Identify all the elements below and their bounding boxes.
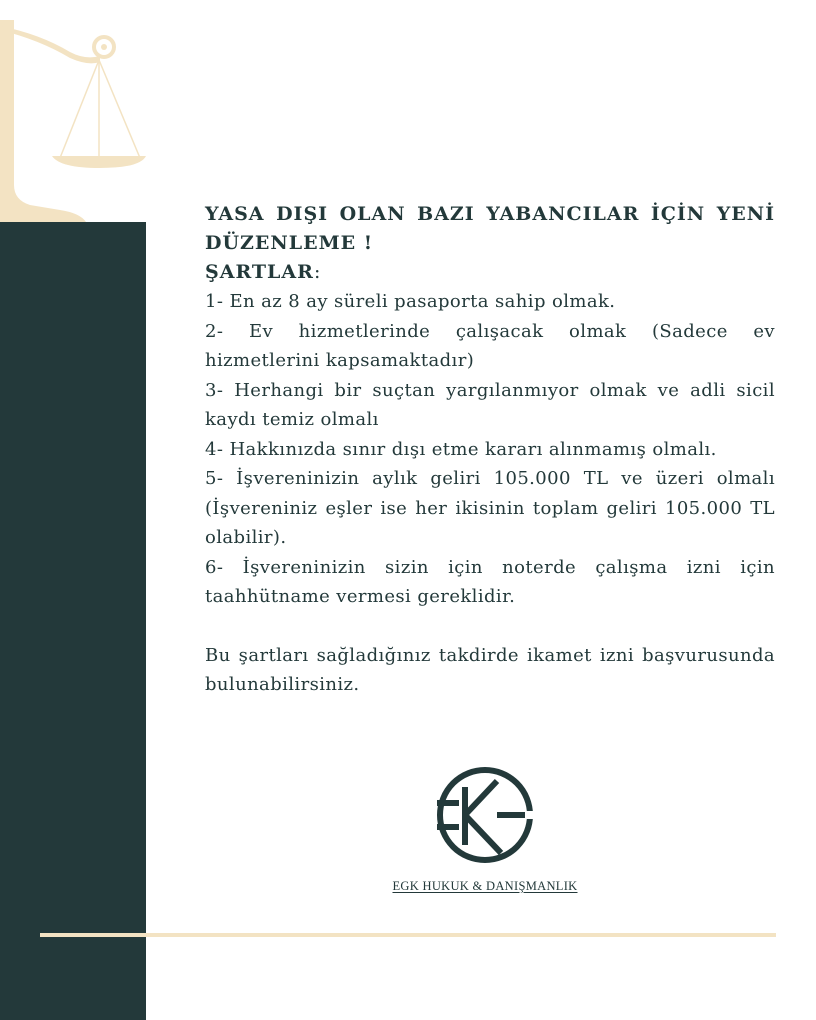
conditions-heading-colon: :	[313, 261, 322, 283]
condition-item-3: 3- Herhangi bir suçtan yargılanmıyor olmak ve adli sicil kaydı temiz olmalı	[205, 379, 775, 430]
brand-logo	[380, 765, 590, 905]
closing-paragraph: Bu şartları sağladığınız takdirde ikamet izni başvurusunda bulunabilirsiniz.	[205, 644, 775, 695]
egk-monogram-logo	[435, 765, 535, 865]
title-line-2: DÜZENLEME !	[205, 232, 374, 254]
page-title	[205, 200, 775, 258]
footer-divider	[40, 933, 776, 937]
condition-item-6: 6- İşvereninizin sizin için noterde çalışma izni için taahhütname vermesi gereklidir.	[205, 556, 775, 607]
scale-decoration	[0, 0, 146, 222]
condition-item-2: 2- Ev hizmetlerinde çalışacak olmak (Sadece ev hizmetlerini kapsamaktadır)	[205, 320, 775, 371]
condition-item-5: 5- İşvereninizin aylık geliri 105.000 TL ve üzeri olmalı (İşvereniniz eşler ise her ikisinin toplam geliri 105.000 TL olabilir).	[205, 468, 775, 548]
conditions-heading-text: ŞARTLAR	[205, 261, 314, 283]
condition-item-1: 1- En az 8 ay süreli pasaporta sahip olmak.	[205, 291, 616, 312]
announcement-body	[205, 200, 775, 700]
condition-item-4: 4- Hakkınızda sınır dışı etme kararı alınmamış olmalı.	[205, 438, 717, 460]
scales-of-justice-icon	[0, 0, 146, 222]
conditions-heading	[205, 258, 775, 287]
brand-name: EGK HUKUK & DANIŞMANLIK	[392, 879, 578, 893]
title-line-1: YASA DIŞI OLAN BAZI YABANCILAR İÇİN YENİ	[205, 203, 775, 225]
